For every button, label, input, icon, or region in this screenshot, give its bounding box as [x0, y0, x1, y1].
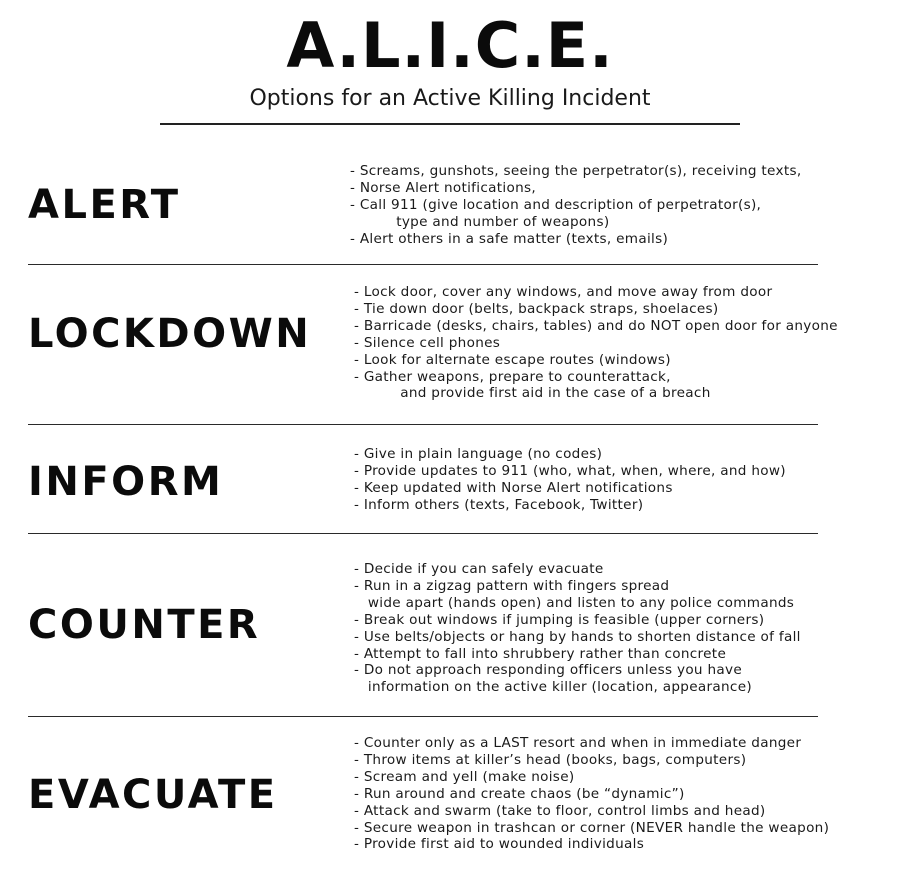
list-item: - Tie down door (belts, backpack straps, shoelaces): [354, 300, 719, 317]
list-item: - Barricade (desks, chairs, tables) and do NOT open door for anyone: [354, 317, 838, 334]
list-item: and provide first aid in the case of a breach: [354, 385, 711, 402]
list-item: type and number of weapons): [350, 213, 610, 230]
page-title: A.L.I.C.E.: [286, 9, 614, 82]
section-heading-inform: INFORM: [28, 459, 224, 505]
title-divider: [160, 123, 740, 125]
list-item: - Call 911 (give location and description of perpetrator(s),: [350, 196, 762, 213]
section-list-inform: [354, 446, 786, 514]
list-item: - Look for alternate escape routes (windows): [354, 351, 671, 368]
section-divider: [28, 716, 818, 717]
section-heading-counter: COUNTER: [28, 602, 261, 648]
page-subtitle: Options for an Active Killing Incident: [249, 86, 651, 111]
section-heading-lockdown: LOCKDOWN: [28, 311, 312, 357]
list-item: wide apart (hands open) and listen to any police commands: [354, 594, 795, 611]
list-item: - Inform others (texts, Facebook, Twitter): [354, 496, 644, 513]
list-item: - Do not approach responding officers unless you have: [354, 662, 743, 679]
section-divider: [28, 424, 818, 425]
list-item: - Provide updates to 911 (who, what, when, where, and how): [354, 462, 786, 479]
section-divider: [28, 264, 818, 265]
section-divider: [28, 533, 818, 534]
list-item: information on the active killer (location, appearance): [354, 679, 752, 696]
list-item: - Break out windows if jumping is feasible (upper corners): [354, 611, 765, 628]
list-item: - Alert others in a safe matter (texts, emails): [350, 230, 669, 247]
section-list-lockdown: [354, 284, 838, 402]
list-item: - Norse Alert notifications,: [350, 179, 536, 196]
section-list-counter: [354, 561, 801, 696]
list-item: - Scream and yell (make noise): [354, 768, 575, 785]
section-list-alert: [350, 163, 801, 248]
list-item: - Attack and swarm (take to floor, control limbs and head): [354, 802, 766, 819]
list-item: - Run around and create chaos (be “dynamic”): [354, 785, 685, 802]
list-item: - Keep updated with Norse Alert notifications: [354, 479, 673, 496]
list-item: - Provide first aid to wounded individuals: [354, 836, 645, 853]
list-item: - Use belts/objects or hang by hands to shorten distance of fall: [354, 628, 801, 645]
section-heading-alert: ALERT: [28, 182, 181, 228]
list-item: - Attempt to fall into shrubbery rather than concrete: [354, 645, 727, 662]
list-item: - Lock door, cover any windows, and move away from door: [354, 284, 773, 300]
list-item: - Throw items at killer’s head (books, bags, computers): [354, 751, 747, 768]
list-item: - Run in a zigzag pattern with fingers spread: [354, 577, 670, 594]
section-heading-evacuate: EVACUATE: [28, 772, 278, 818]
list-item: - Counter only as a LAST resort and when in immediate danger: [354, 735, 802, 751]
list-item: - Screams, gunshots, seeing the perpetrator(s), receiving texts,: [350, 163, 802, 179]
list-item: - Decide if you can safely evacuate: [354, 561, 604, 577]
section-list-evacuate: [354, 735, 829, 853]
list-item: - Gather weapons, prepare to counterattack,: [354, 368, 671, 385]
list-item: - Give in plain language (no codes): [354, 446, 603, 462]
list-item: - Secure weapon in trashcan or corner (NEVER handle the weapon): [354, 819, 830, 836]
list-item: - Silence cell phones: [354, 334, 501, 351]
